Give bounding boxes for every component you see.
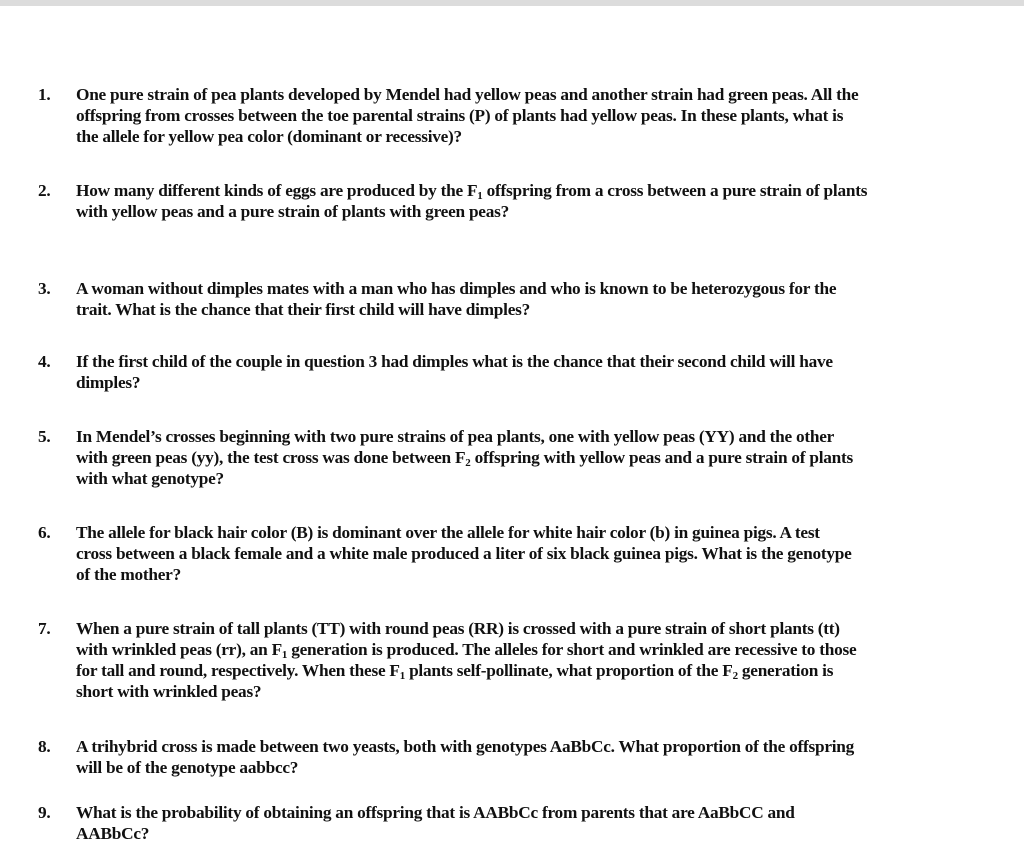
question-line: What is the probability of obtaining an offspring that is AABbCc from parents that are AaBbCC and xyxy=(76,803,795,822)
question-line: dimples? xyxy=(76,373,141,392)
subscript: 1 xyxy=(399,670,405,682)
question-line: In Mendel’s crosses beginning with two pure strains of pea plants, one with yellow peas (YY) and the other xyxy=(76,427,835,446)
question-text xyxy=(76,522,852,585)
question-text xyxy=(76,351,833,393)
question-text xyxy=(76,618,856,702)
question-line: trait. What is the chance that their first child will have dimples? xyxy=(76,300,530,319)
question-number: 4. xyxy=(38,352,51,371)
subscript: 2 xyxy=(732,670,738,682)
subscript: 1 xyxy=(477,190,483,202)
question-line: with yellow peas and a pure strain of plants with green peas? xyxy=(76,202,509,221)
question-line: with wrinkled peas (rr), an $F_1$ generation is produced. The alleles for short and wrinkled are recessive to those xyxy=(76,640,857,661)
question-number: 3. xyxy=(38,279,51,298)
question-line: A trihybrid cross is made between two yeasts, both with genotypes AaBbCc. What proportion of the offspring xyxy=(76,737,855,756)
question-number: 8. xyxy=(38,737,51,756)
question-text xyxy=(76,84,858,147)
question-text xyxy=(76,736,854,778)
question-line: If the first child of the couple in question 3 had dimples what is the chance that their second child will have xyxy=(76,352,833,371)
question-line: the allele for yellow pea color (dominant or recessive)? xyxy=(76,127,462,146)
question-line: will be of the genotype aabbcc? xyxy=(76,758,299,777)
worksheet-page xyxy=(0,6,1024,848)
question-text xyxy=(76,278,836,320)
question-line: cross between a black female and a white male produced a liter of six black guinea pigs. What is the genotype xyxy=(76,544,852,563)
question-line: offspring from crosses between the toe parental strains (P) of plants had yellow peas. In these plants, what is xyxy=(76,106,844,125)
question-line: A woman without dimples mates with a man who has dimples and who is known to be heterozygous for the xyxy=(76,279,837,298)
question-line: short with wrinkled peas? xyxy=(76,682,262,701)
question-line: with what genotype? xyxy=(76,469,224,488)
question-number: 1. xyxy=(38,85,51,104)
question-text xyxy=(76,180,867,222)
question-line: The allele for black hair color (B) is dominant over the allele for white hair color (b) in guinea pigs. A test xyxy=(76,523,820,542)
question-line: with green peas (yy), the test cross was done between $F_2$ offspring with yellow peas and a pure strain of plants xyxy=(76,448,854,469)
question-text xyxy=(76,426,853,489)
question-line: How many different kinds of eggs are produced by the $F_1$ offspring from a cross between a pure strain of plants xyxy=(76,181,868,202)
question-text xyxy=(76,802,795,844)
question-number: 7. xyxy=(38,619,51,638)
question-number: 5. xyxy=(38,427,51,446)
subscript: 1 xyxy=(281,649,288,661)
question-line: AABbCc? xyxy=(76,824,150,843)
question-line: When a pure strain of tall plants (TT) with round peas (RR) is crossed with a pure strain of short plants (tt) xyxy=(76,619,840,638)
subscript: 2 xyxy=(465,457,471,469)
question-number: 2. xyxy=(38,181,51,200)
question-number: 6. xyxy=(38,523,51,542)
question-line: for tall and round, respectively. When these $F_1$ plants self-pollinate, what proportion of the $F_2$ generation is xyxy=(76,661,834,682)
question-line: One pure strain of pea plants developed by Mendel had yellow peas and another strain had green peas. All the xyxy=(76,85,859,104)
question-number: 9. xyxy=(38,803,51,822)
question-line: of the mother? xyxy=(76,565,181,584)
